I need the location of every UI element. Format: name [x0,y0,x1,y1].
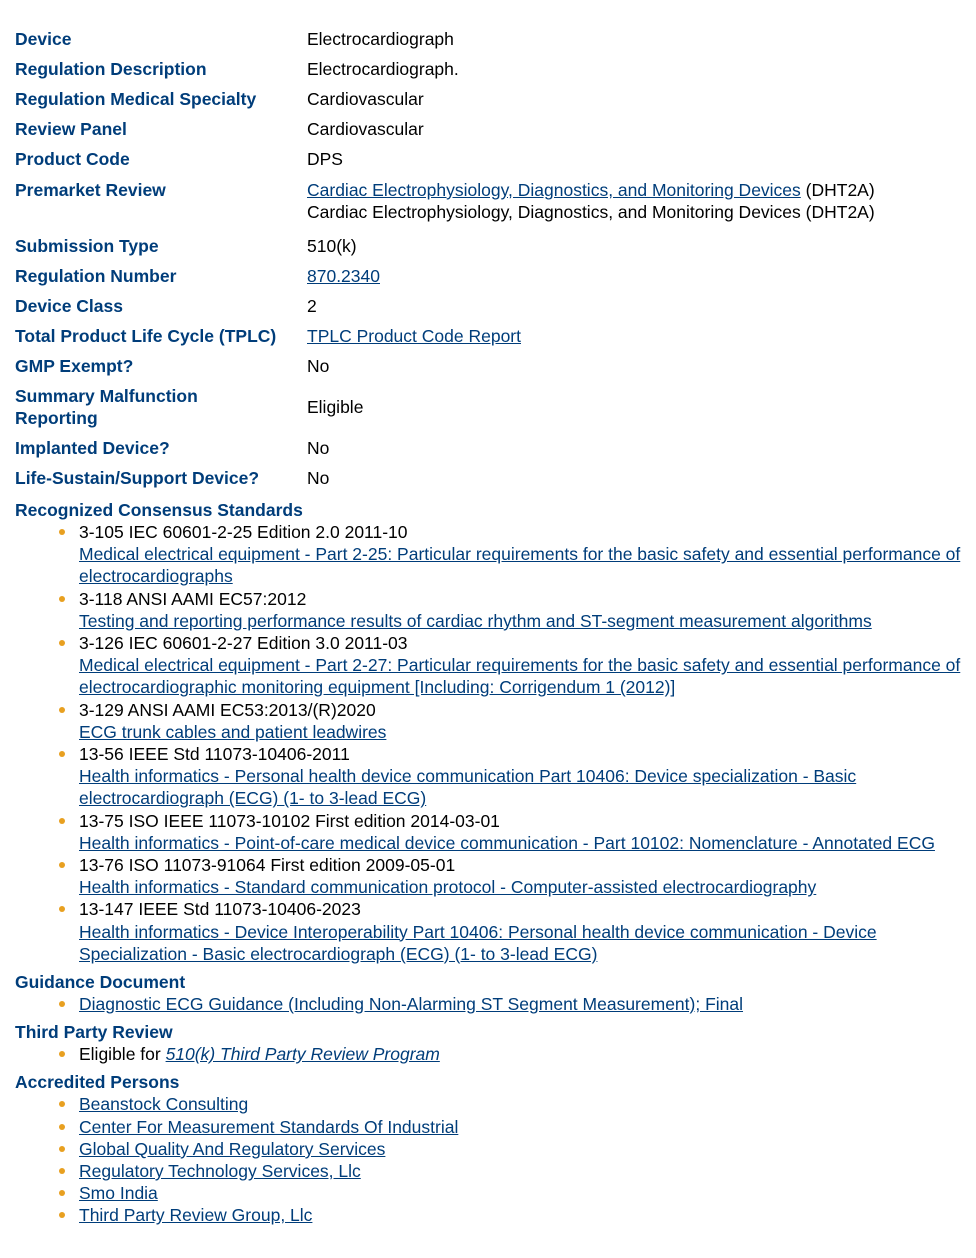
standard-item [57,743,976,810]
standard-code: 3-105 IEC 60601-2-25 Edition 2.0 2011-10 [79,522,408,542]
accredited-link[interactable]: Smo India [79,1183,158,1204]
accredited-item [57,1116,976,1138]
accredited-list [15,1093,976,1226]
row-implanted-device [15,433,976,463]
life-sustain-label: Life-Sustain/Support Device? [15,468,260,488]
standard-link[interactable]: Medical electrical equipment - Part 2-25: Particular requirements for the basic safety and essential performance of electrocardiographs [79,544,961,587]
standard-item [57,810,976,854]
guidance-title: Guidance Document [15,972,186,993]
standard-code: 13-147 IEEE Std 11073-10406-2023 [79,899,361,920]
row-submission-type [15,231,976,261]
standard-link[interactable]: Health informatics - Point-of-care medical device communication - Part 10102: Nomenclature - Annotated ECG [79,832,935,853]
row-tplc [15,321,976,351]
row-premarket-review [15,174,976,231]
standard-link[interactable]: Testing and reporting performance results of cardiac rhythm and ST-segment measurement algorithms [79,610,872,631]
product-code-value: DPS [307,149,343,169]
third-party-program-text: 510(k) Third Party Review Program [165,1044,440,1065]
accredited-item [57,1160,976,1182]
standard-item [57,898,976,965]
standard-link[interactable]: Health informatics - Standard communication protocol - Computer-assisted electrocardiography [79,877,817,898]
row-summary-malfunction [15,381,976,433]
guidance-link[interactable]: Diagnostic ECG Guidance (Including Non-Alarming ST Segment Measurement); Final [79,994,744,1015]
row-product-code [15,144,976,174]
third-party-list [15,1043,976,1065]
tplc-report-link[interactable]: TPLC Product Code Report [307,326,521,346]
standard-link[interactable]: Medical electrical equipment - Part 2-27: Particular requirements for the basic safety and essential performance of electrocardiographic monitoring equipment [Including: Corrigendum 1 (2012)] [79,655,961,698]
implanted-device-label: Implanted Device? [15,438,170,458]
standard-code: 3-129 ANSI AAMI EC53:2013/(R)2020 [79,699,376,720]
row-review-panel [15,114,976,144]
regulation-description-value: Electrocardiograph. [307,59,459,79]
row-life-sustain [15,463,976,493]
accredited-item [57,1182,976,1204]
gmp-exempt-value: No [307,356,330,376]
standard-code: 3-126 IEC 60601-2-27 Edition 3.0 2011-03 [79,633,408,654]
accredited-link[interactable]: Third Party Review Group, Llc [79,1205,313,1226]
row-device-class [15,291,976,321]
product-code-label: Product Code [15,149,130,169]
third-party-item [57,1043,976,1065]
third-party-program-link[interactable] [166,1044,440,1064]
standard-code: 3-118 ANSI AAMI EC57:2012 [79,588,307,609]
standard-code: 13-56 IEEE Std 11073-10406-2011 [79,744,350,765]
submission-type-label: Submission Type [15,236,159,256]
premarket-review-label: Premarket Review [15,180,166,200]
standard-link[interactable]: Health informatics - Device Interoperability Part 10406: Personal health device communication - Device Specialization - Basic electrocardiograph (ECG) (1- to 3-lead ECG) [79,921,877,964]
standard-item [57,854,976,898]
device-label: Device [15,29,72,49]
row-gmp-exempt [15,351,976,381]
standards-list [15,521,976,965]
implanted-device-value: No [307,438,330,458]
summary-malfunction-value: Eligible [307,397,364,417]
standard-item [57,521,976,588]
accredited-item [57,1093,976,1115]
standards-title: Recognized Consensus Standards [15,500,303,520]
accredited-title: Accredited Persons [15,1072,180,1093]
accredited-link[interactable]: Beanstock Consulting [79,1094,249,1115]
regulation-medical-specialty-value: Cardiovascular [307,89,424,109]
row-regulation-medical-specialty [15,84,976,114]
standard-code: 13-75 ISO IEEE 11073-10102 First edition 2014-03-01 [79,810,500,831]
regulation-number-label: Regulation Number [15,266,177,286]
row-regulation-number [15,261,976,291]
review-panel-value: Cardiovascular [307,119,424,139]
third-party-prefix: Eligible for [79,1044,166,1065]
row-device [15,24,976,54]
standard-item [57,588,976,632]
guidance-item [57,993,976,1015]
accredited-link[interactable]: Regulatory Technology Services, Llc [79,1161,361,1182]
standard-link[interactable]: ECG trunk cables and patient leadwires [79,721,387,742]
standard-link[interactable]: Health informatics - Personal health device communication Part 10406: Device specialization - Basic electrocardiograph (ECG) (1- to 3-lead ECG) [79,766,857,809]
regulation-number-value [307,265,380,287]
guidance-list [15,993,976,1015]
premarket-review-value [307,179,875,223]
device-value: Electrocardiograph [307,29,454,49]
premarket-review-link[interactable]: Cardiac Electrophysiology, Diagnostics, and Monitoring Devices [307,180,801,200]
submission-type-value: 510(k) [307,236,357,256]
life-sustain-value: No [307,468,330,488]
tplc-value [307,325,521,347]
row-regulation-description [15,54,976,84]
device-class-label: Device Class [15,296,123,316]
accredited-item [57,1138,976,1160]
regulation-medical-specialty-label: Regulation Medical Specialty [15,89,257,109]
third-party-title: Third Party Review [15,1022,173,1043]
standard-item [57,632,976,699]
premarket-review-line2: Cardiac Electrophysiology, Diagnostics, and Monitoring Devices (DHT2A) [307,202,875,222]
premarket-review-suffix: (DHT2A) [800,180,875,200]
regulation-description-label: Regulation Description [15,59,207,79]
gmp-exempt-label: GMP Exempt? [15,356,134,376]
accredited-link[interactable]: Global Quality And Regulatory Services [79,1138,386,1159]
standard-code: 13-76 ISO 11073-91064 First edition 2009-05-01 [79,855,456,876]
tplc-label: Total Product Life Cycle (TPLC) [15,326,277,346]
accredited-item [57,1204,976,1226]
device-class-value: 2 [307,296,317,316]
regulation-number-link[interactable]: 870.2340 [307,266,380,286]
accredited-link[interactable]: Center For Measurement Standards Of Industrial [79,1116,459,1137]
review-panel-label: Review Panel [15,119,127,139]
premarket-review-line1 [307,179,875,201]
summary-malfunction-label: Summary Malfunction Reporting [15,386,198,428]
standard-item [57,699,976,743]
